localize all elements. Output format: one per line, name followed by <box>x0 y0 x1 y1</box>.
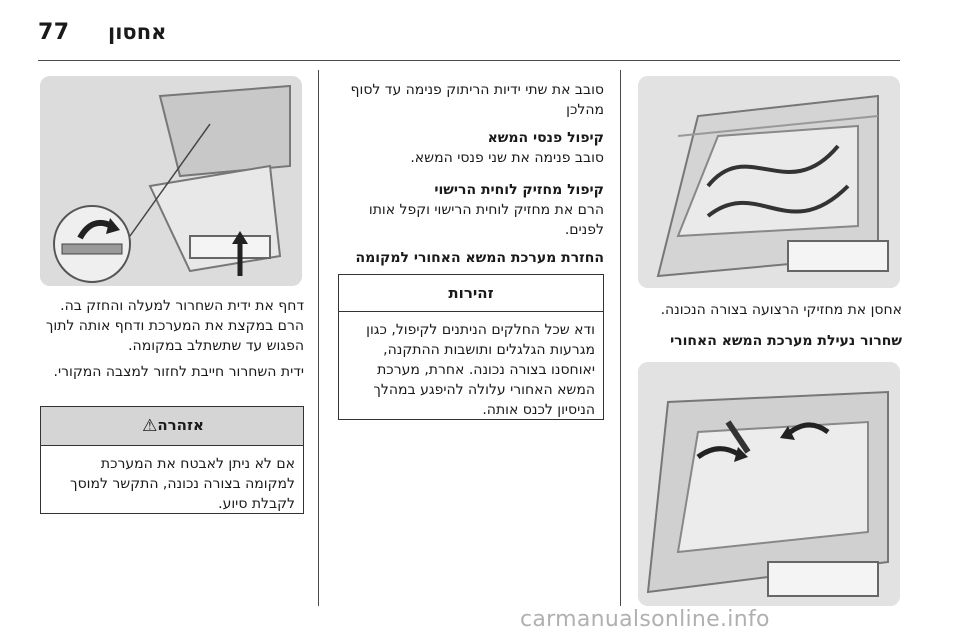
caption-store-strap-holders: אחסן את מחזיקי הרצועה בצורה הנכונה. <box>660 302 902 318</box>
caution-box-title: זהירות <box>339 275 603 312</box>
caution-box <box>338 274 604 420</box>
text-rotate-lights: סובב פנימה את שני פנסי המשא. <box>410 150 604 166</box>
unlock-carrier-illustration <box>638 362 900 606</box>
figure-release-handle <box>40 76 302 286</box>
heading-return-carrier: החזרת מערכת המשא האחורי למקומה <box>355 250 604 266</box>
heading-unlock-rear-carrier: שחרור נעילת מערכת המשא האחורי <box>670 333 902 349</box>
figure-unlock-carrier <box>638 362 900 606</box>
strap-holders-illustration <box>638 76 900 288</box>
heading-fold-plate-holder: קיפול מחזיק לוחית הרישוי <box>434 182 604 198</box>
watermark: carmanualsonline.info <box>520 607 770 632</box>
warning-box-title: אזהרה <box>157 416 204 434</box>
warning-triangle-icon: ⚠ <box>142 416 158 436</box>
section-title: אחסון <box>108 20 167 44</box>
header-divider <box>38 60 900 61</box>
text-handle-return: ידית השחרור חייבת לחזור למצבה המקורי. <box>53 364 304 380</box>
warning-box-body: אם לא ניתן לאבטח את המערכת למקומה בצורה נכונה, התקשר למוסך לקבלת סיוע. <box>70 456 295 512</box>
release-handle-illustration <box>40 76 302 286</box>
text-rotate-levers: סובב את שתי ידיות הריתוק פנימה עד לסוף מהלכן <box>350 82 604 118</box>
warning-box <box>40 406 304 514</box>
column-divider-left <box>318 70 319 606</box>
figure-strap-holders <box>638 76 900 288</box>
page-number: 77 <box>38 20 70 45</box>
caution-box-body: ודא שכל החלקים הניתנים לקיפול, כגון מגרעות הגלגלים ותושבות ההתקנה, יאוחסנו בצורה נכונה. אחרת, מערכת המשא האחורי עלולה להיפגע במהלך הניסיון לכנס אותה. <box>366 322 595 418</box>
text-lift-plate-holder: הרם את מחזיק לוחית הרישוי וקפל אותו לפנים. <box>368 202 604 238</box>
text-push-release-handle: דחף את ידית השחרור למעלה והחזק בה. הרם במקצת את המערכת ודחף אותה לתוך הפגוש עד שתשתלב במקומה. <box>45 298 304 354</box>
column-divider-right <box>620 70 621 606</box>
heading-fold-tail-lights: קיפול פנסי המשא <box>487 130 604 146</box>
warning-box-header <box>41 407 303 446</box>
